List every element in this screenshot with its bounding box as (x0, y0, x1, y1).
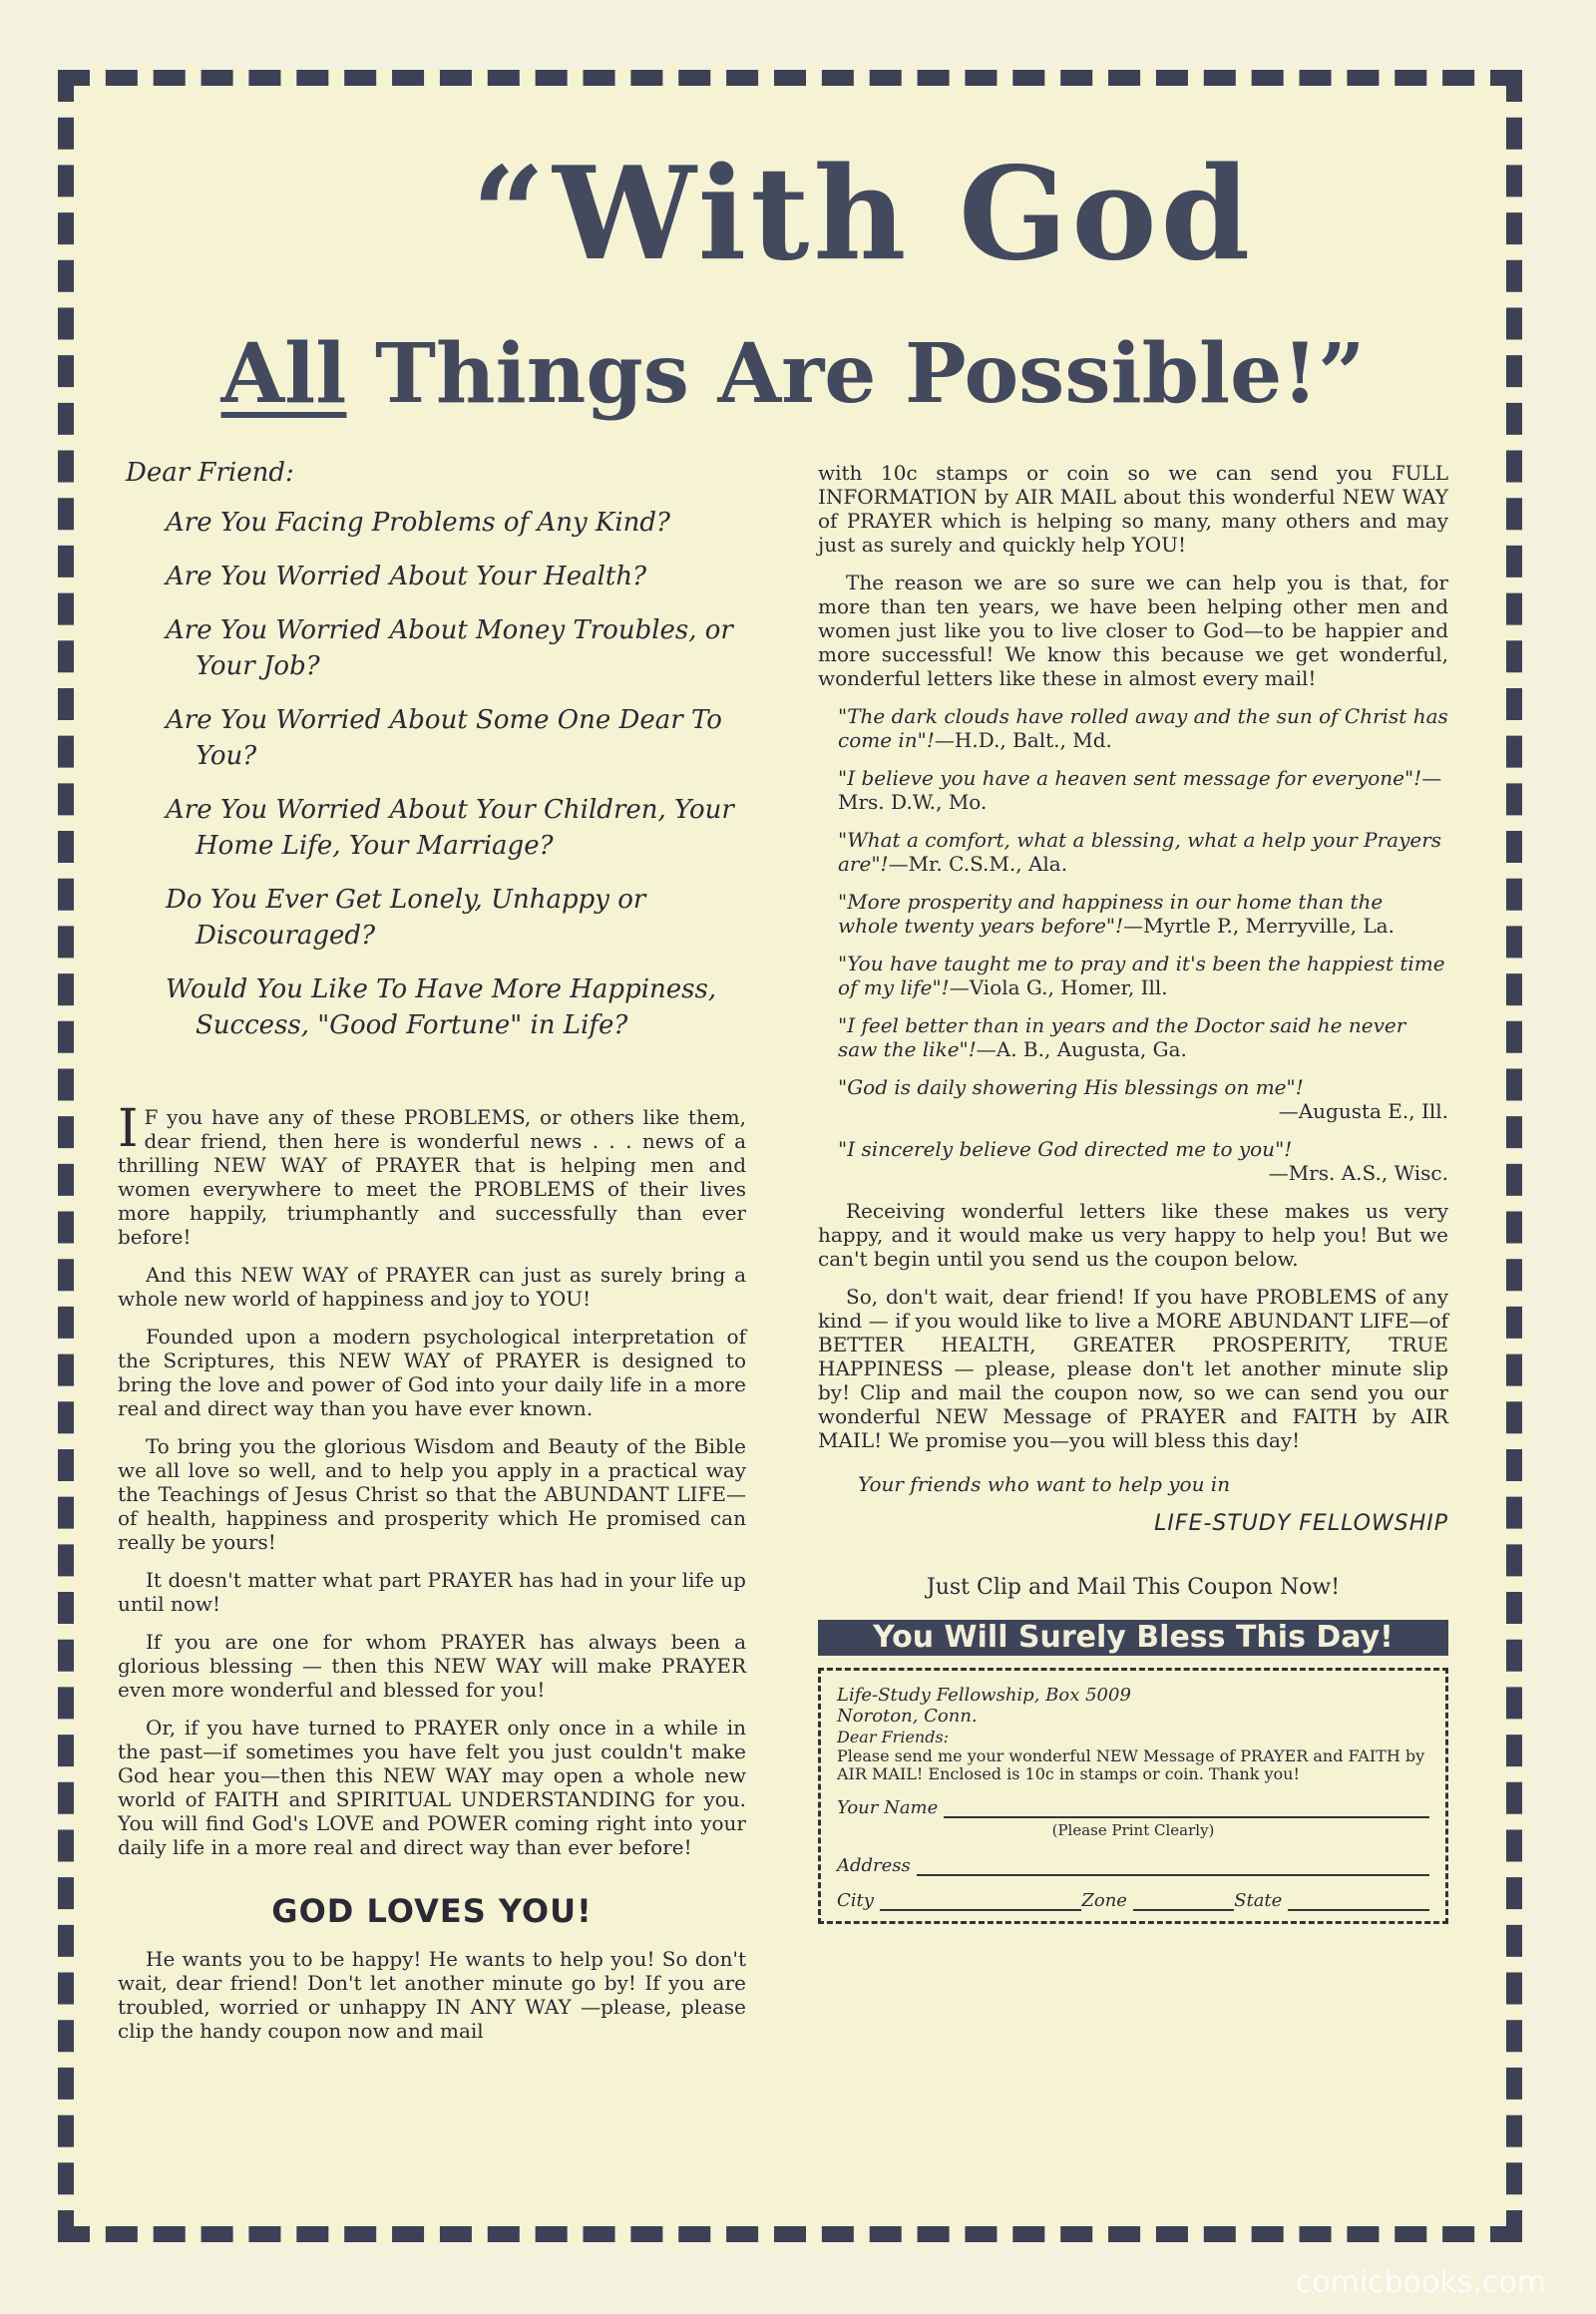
coupon-banner: You Will Surely Bless This Day! (818, 1620, 1448, 1656)
state-label: State (1234, 1890, 1283, 1911)
address-label: Address (837, 1855, 911, 1876)
question: Do You Ever Get Lonely, Unhappy or Discouraged? (166, 885, 646, 951)
section-heading: GOD LOVES YOU! (271, 1892, 593, 1930)
headline-rest: Things Are Possible!” (346, 326, 1366, 422)
coupon-address-line1: Life-Study Fellowship, Box 5009 (837, 1685, 1131, 1706)
print-note: (Please Print Clearly) (1051, 1821, 1215, 1839)
receiving-paragraph: Receiving wonderful letters like these makes us very happy, and it would make us very happy to help you! But we can't begin until you send us the coupon below. (818, 1199, 1448, 1271)
right-column (818, 461, 1448, 1924)
dont-wait-paragraph: So, don't wait, dear friend! If you have PROBLEMS of any kind — if you would like to live a MORE ABUNDANT LIFE—of BETTER HEALTH, GREATER PROSPERITY, TRUE HAPPINESS — please, please don't let another minute slip by! Clip and mail the coupon now, so we can send you our wonderful NEW Message of PRAYER and FAITH by AIR MAIL! We promise you—you will bless this day! (818, 1285, 1448, 1452)
testimonial: "The dark clouds have rolled away and the sun of Christ has come in"!—H.D., Balt., Md. (838, 704, 1448, 752)
body-paragraph: If you are one for whom PRAYER has always been a glorious blessing — then this NEW WAY will make PRAYER even more wonderful and blessed for you! (118, 1630, 746, 1702)
coupon-body: Please send me your wonderful NEW Message of PRAYER and FAITH by AIR MAIL! Enclosed is 10c in stamps or coin. Thank you! (837, 1746, 1425, 1783)
address-field[interactable] (837, 1855, 1429, 1876)
closing-paragraph: He wants you to be happy! He wants to help you! So don't wait, dear friend! Don't let another minute go by! If you are troubled, worried or unhappy IN ANY WAY —please, please clip the handy coupon now and mail (118, 1947, 746, 2043)
body-paragraph: Founded upon a modern psychological interpretation of the Scriptures, this NEW WAY of PRAYER is designed to bring the love and power of God into your daily life in a more real and direct way than you have ever known. (118, 1325, 746, 1420)
testimonial: "What a comfort, what a blessing, what a help your Prayers are"!—Mr. C.S.M., Ala. (838, 828, 1442, 876)
salutation: Dear Friend: (126, 458, 294, 488)
body-paragraph: And this NEW WAY of PRAYER can just as surely bring a whole new world of happiness and joy to YOU! (118, 1263, 746, 1311)
question: Would You Like To Have More Happiness, Success, "Good Fortune" in Life? (166, 974, 717, 1040)
zone-label: Zone (1081, 1890, 1127, 1911)
name-field[interactable] (837, 1797, 1429, 1818)
question: Are You Worried About Some One Dear To You? (166, 705, 722, 771)
body-paragraph: It doesn't matter what part PRAYER has had in your life up until now! (118, 1568, 746, 1616)
body-paragraph: To bring you the glorious Wisdom and Beauty of the Bible we all love so well, and to help you apply in a practical way the Teachings of Jesus Christ so that the ABUNDANT LIFE—of health, happiness and prosperity which He promised can really be yours! (118, 1434, 746, 1554)
intro-text: F you have any of these PROBLEMS, or others like them, dear friend, then here is wonderful news . . . news of a thrilling NEW WAY of PRAYER that is helping men and women everywhere to meet the PROBLEMS of their lives more happily, triumphantly and successfully than ever before! (118, 1105, 746, 1249)
testimonial: "I feel better than in years and the Doctor said he never saw the like"!—A. B., Augusta, Ga. (838, 1013, 1406, 1061)
intro-paragraph (118, 1099, 746, 1249)
signature-org: LIFE-STUDY FELLOWSHIP (1154, 1511, 1448, 1536)
mail-coupon[interactable] (818, 1668, 1448, 1924)
testimonial: "God is daily showering His blessings on me"! —Augusta E., Ill. (838, 1075, 1448, 1123)
watermark: comicbooks.com (1295, 2265, 1546, 2300)
name-label: Your Name (837, 1797, 939, 1818)
testimonial: "You have taught me to pray and it's been the happiest time of my life"!—Viola G., Homer, Ill. (838, 952, 1445, 999)
question: Are You Worried About Your Health? (166, 562, 647, 591)
clip-instruction: Just Clip and Mail This Coupon Now! (926, 1575, 1341, 1600)
signature-line: Your friends who want to help you in (858, 1472, 1231, 1496)
headline-line1: “With God (471, 140, 1255, 289)
city-label: City (837, 1890, 874, 1911)
drop-cap: I (118, 1099, 139, 1159)
body-paragraph: Or, if you have turned to PRAYER only once in a while in the past—if sometimes you have felt you just couldn't make God hear you—then this NEW WAY may open a whole new world of FAITH and SPIRITUAL UNDERSTANDING for you. You will find God's LOVE and POWER coming right into your daily life in a more real and direct way than ever before! (118, 1716, 746, 1859)
headline-line2 (120, 324, 1466, 424)
question: Are You Facing Problems of Any Kind? (166, 508, 670, 538)
left-column (118, 458, 746, 2057)
question: Are You Worried About Your Children, Your Home Life, Your Marriage? (166, 795, 734, 861)
testimonial: "More prosperity and happiness in our home than the whole twenty years before"!—Myrtle P., Merryville, La. (838, 890, 1395, 938)
headline-all: All (220, 326, 347, 422)
coupon-address-line2: Noroton, Conn. (837, 1706, 978, 1727)
coupon-salutation: Dear Friends: (837, 1728, 950, 1746)
city-zone-state-field[interactable] (837, 1890, 1429, 1911)
continued-paragraph: with 10c stamps or coin so we can send you FULL INFORMATION by AIR MAIL about this wonderful NEW WAY of PRAYER which is helping so many, many others and may just as surely and quickly help YOU! (818, 461, 1448, 557)
testimonial: "I believe you have a heaven sent message for everyone"!—Mrs. D.W., Mo. (838, 766, 1442, 814)
question: Are You Worried About Money Troubles, or Your Job? (166, 615, 733, 681)
testimonial: "I sincerely believe God directed me to you"! —Mrs. A.S., Wisc. (838, 1137, 1448, 1185)
reason-paragraph: The reason we are so sure we can help you is that, for more than ten years, we have been helping other men and women just like you to live closer to God—to be happier and more successful! We know this because we get wonderful, wonderful letters like these in almost every mail! (818, 571, 1448, 690)
